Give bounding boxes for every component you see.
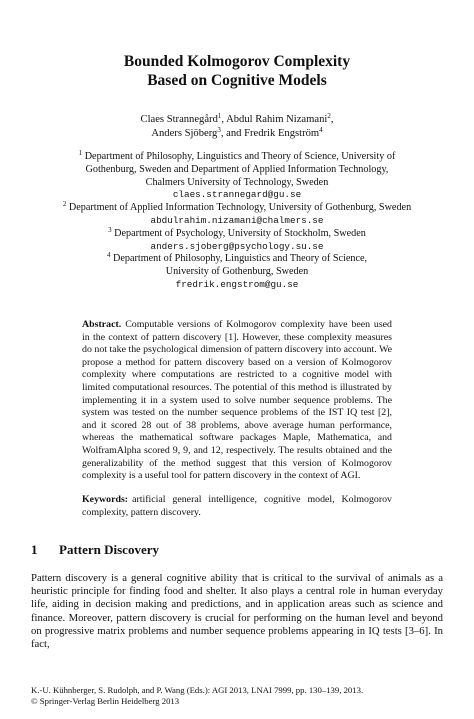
affiliation-line: Gothenburg, Sweden and Department of Applied Information Technology, xyxy=(85,163,389,175)
affiliation-email[interactable]: anders.sjoberg@psychology.su.se xyxy=(150,240,324,252)
abstract-text: Computable versions of Kolmogorov complexity have been used in the context of pattern discovery [1]. However, these complexity measures do not take the psychological dimension of pattern discovery into account. We propose a method for pattern discovery based on a version of Kolmogorov complexity where computations are restricted to a cognitive model with limited computational resources. The potential of this method is illustrated by implementing it in a system used to solve number sequence problems. The system was tested on the number sequence problems of the IST IQ test [2], and it scored 28 out of 38 problems, above average human performance, whereas the mathematical software packages Maple, Mathematica, and WolframAlpha scored 9, 9, and 12, respectively. The results obtained and the generalizability of the method suggest that this version of Kolmogorov complexity is a useful tool for pattern discovery in the context of AGI. xyxy=(82,319,392,482)
paper-title xyxy=(0,52,474,90)
author-affiliation-mark: 1 xyxy=(217,112,222,120)
author-affiliation-mark: 2 xyxy=(327,112,331,120)
author-separator: , xyxy=(330,114,334,125)
affiliation-mark: 2 xyxy=(62,200,67,209)
affiliation-line xyxy=(0,225,474,241)
author-name: Claes Strannegård xyxy=(140,114,218,125)
author-name: Fredrik Engström xyxy=(244,127,320,139)
author-list xyxy=(0,113,474,140)
abstract-heading: Abstract. xyxy=(82,319,122,330)
body-paragraph: Pattern discovery is a general cognitive ability that is critical to the survival of animals as a heuristic principle for finding food and shelter. It also plays a central role in human everyday life, aiding in decision making and predictions, and in application areas such as science and finance. Moreover, pattern discovery is crucial for performing on the human level and beyond on progressive matrix problems and number sequence problems appearing in IQ tests [3–6]. In fact, xyxy=(31,572,443,651)
author-name: Anders Sjöberg xyxy=(151,127,218,139)
footer-copyright: © Springer-Verlag Berlin Heidelberg 2013 xyxy=(31,696,180,706)
author-line-1 xyxy=(0,113,474,127)
keywords-heading: Keywords: xyxy=(82,494,129,505)
affiliation-mark: 3 xyxy=(108,225,112,234)
section-heading xyxy=(31,542,159,558)
affiliation-line xyxy=(0,253,474,266)
author-name: Abdul Rahim Nizamani xyxy=(226,114,328,125)
affiliation-line: University of Gothenburg, Sweden xyxy=(165,266,309,278)
affiliation-email[interactable]: fredrik.engstrom@gu.se xyxy=(175,278,299,290)
affiliation-3 xyxy=(0,225,474,254)
author-affiliation-mark: 3 xyxy=(217,125,221,134)
affiliation-email[interactable]: claes.strannegard@gu.se xyxy=(172,189,302,201)
affiliation-line xyxy=(0,202,474,215)
affiliation-text: Department of Psychology, University of Stockholm, Sweden xyxy=(114,227,366,239)
author-affiliation-mark: 4 xyxy=(319,125,323,134)
affiliation-list xyxy=(0,151,474,292)
keywords xyxy=(82,494,392,519)
affiliation-text: Department of Philosophy, Linguistics and Theory of Science, University of xyxy=(84,151,396,162)
author-line-2 xyxy=(0,127,474,141)
affiliation-email[interactable]: abdulrahim.nizamani@chalmers.se xyxy=(150,214,324,226)
footer-citation: K.-U. Kühnberger, S. Rudolph, and P. Wang (Eds.): AGI 2013, LNAI 7999, pp. 130–139, 2013. xyxy=(31,685,364,695)
section-number: 1 xyxy=(31,542,38,557)
title-line-1: Bounded Kolmogorov Complexity xyxy=(123,53,351,70)
affiliation-line xyxy=(0,151,474,164)
affiliation-1 xyxy=(0,151,474,202)
abstract xyxy=(82,319,392,483)
page-footer xyxy=(31,685,363,707)
affiliation-text: Department of Philosophy, Linguistics and Theory of Science, xyxy=(112,253,368,265)
title-line-2: Based on Cognitive Models xyxy=(147,72,327,89)
keywords-text: artificial general intelligence, cognitive model, Kolmogorov complexity, pattern discovery. xyxy=(82,494,392,518)
affiliation-mark: 1 xyxy=(78,149,83,157)
section-title: Pattern Discovery xyxy=(59,542,159,557)
author-separator: , xyxy=(221,114,227,125)
affiliation-mark: 4 xyxy=(106,251,111,260)
affiliation-text: Department of Applied Information Technology, University of Gothenburg, Sweden xyxy=(68,202,412,214)
affiliation-line: Chalmers University of Technology, Sweden xyxy=(145,176,329,188)
affiliation-4 xyxy=(0,253,474,291)
affiliation-2 xyxy=(0,202,474,228)
author-separator: , and xyxy=(220,127,245,139)
